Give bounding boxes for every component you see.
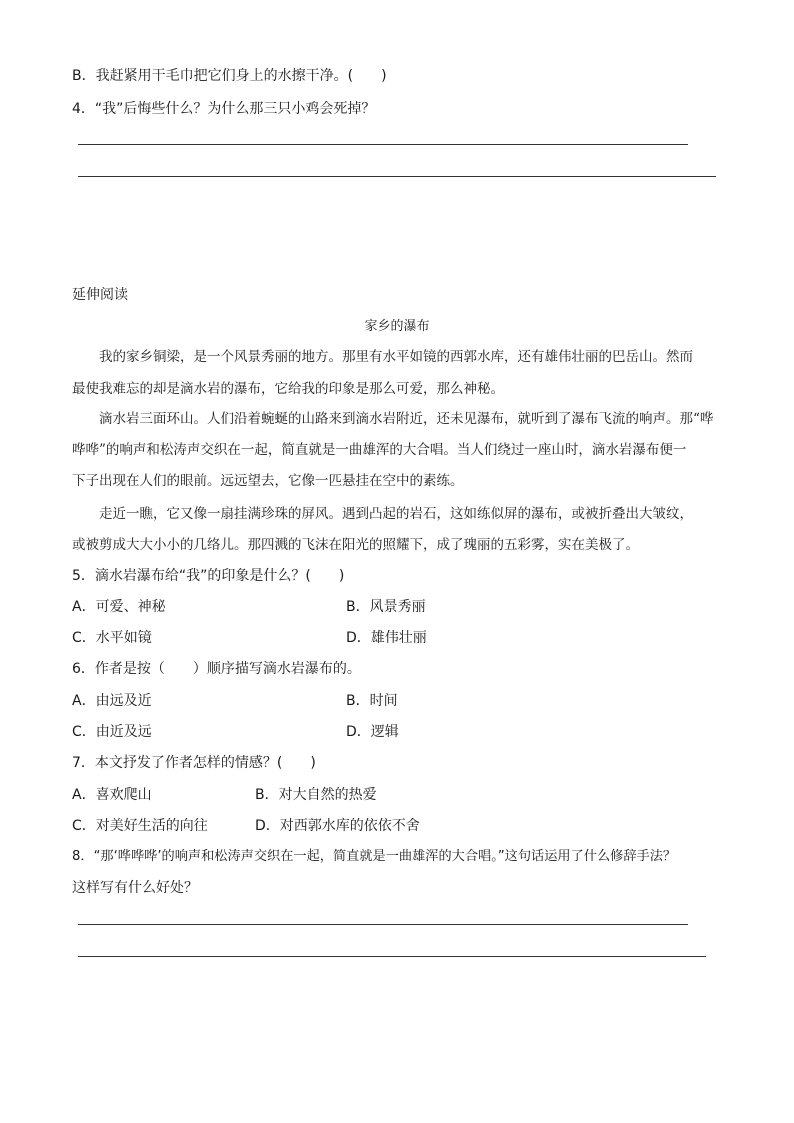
q5-option-c[interactable]: C．水平如镜	[72, 630, 152, 646]
q7-option-d[interactable]: D．对西郭水库的依依不舍	[255, 818, 420, 834]
passage-line: 哗哗”的响声和松涛声交织在一起，简直就是一曲雄浑的大合唱。当人们绕过一座山时，滴水岩瀑布便一	[72, 442, 687, 458]
q7-stem: 7．本文抒发了作者怎样的情感？( )	[72, 755, 316, 771]
q5-option-d[interactable]: D．雄伟壮丽	[346, 630, 427, 646]
passage-line: 下子出现在人们的眼前。远远望去，它像一匹悬挂在空中的素练。	[72, 473, 464, 489]
q6-option-b[interactable]: B．时间	[346, 693, 398, 709]
passage-line: 走近一瞧，它又像一扇挂满珍珠的屏风。遇到凸起的岩石，这如练似屏的瀑布，或被折叠出大皱纹，	[99, 506, 693, 522]
q8-stem-line-1: 8．“那‘哗哗哗’的响声和松涛声交织在一起，简直就是一曲雄浑的大合唱。”这句话运用了什么修辞手法？	[72, 849, 677, 864]
q8-answer-line-1[interactable]	[78, 924, 688, 925]
q4-answer-line-1[interactable]	[78, 144, 688, 145]
passage-line: 滴水岩三面环山。人们沿着蜿蜒的山路来到滴水岩附近，还未见瀑布，就听到了瀑布飞流的响声。那“哗	[99, 411, 714, 427]
q4-stem: 4．“我”后悔些什么？为什么那三只小鸡会死掉？	[72, 101, 376, 117]
q3-option-b: B．我赶紧用干毛巾把它们身上的水擦干净。( )	[72, 68, 387, 84]
section-heading: 延伸阅读	[72, 287, 128, 303]
passage-title: 家乡的瀑布	[364, 319, 430, 334]
q7-option-b[interactable]: B．对大自然的热爱	[255, 787, 377, 803]
q6-option-d[interactable]: D．逻辑	[346, 724, 399, 740]
q6-option-c[interactable]: C．由近及远	[72, 724, 152, 740]
q6-stem: 6．作者是按（ ）顺序描写滴水岩瀑布的。	[72, 661, 361, 677]
q5-stem: 5．滴水岩瀑布给“我”的印象是什么？( )	[72, 568, 345, 584]
passage-line: 最使我难忘的却是滴水岩的瀑布，它给我的印象是那么可爱，那么神秘。	[72, 381, 504, 397]
q8-answer-line-2[interactable]	[78, 956, 706, 957]
passage-line: 我的家乡铜梁，是一个风景秀丽的地方。那里有水平如镜的西郭水库，还有雄伟壮丽的巴岳山。然而	[99, 349, 693, 365]
q7-option-a[interactable]: A．喜欢爬山	[72, 787, 152, 803]
passage-line: 或被剪成大大小小的几络儿。那四溅的飞沫在阳光的照耀下，成了瑰丽的五彩雾，实在美极了。	[72, 537, 639, 553]
q7-option-c[interactable]: C．对美好生活的向往	[72, 818, 208, 834]
q8-stem-line-2: 这样写有什么好处？	[72, 880, 198, 896]
q4-answer-line-2[interactable]	[78, 176, 716, 177]
q6-option-a[interactable]: A．由远及近	[72, 693, 152, 709]
q5-option-b[interactable]: B．风景秀丽	[346, 599, 426, 615]
q5-option-a[interactable]: A．可爱、神秘	[72, 599, 166, 615]
